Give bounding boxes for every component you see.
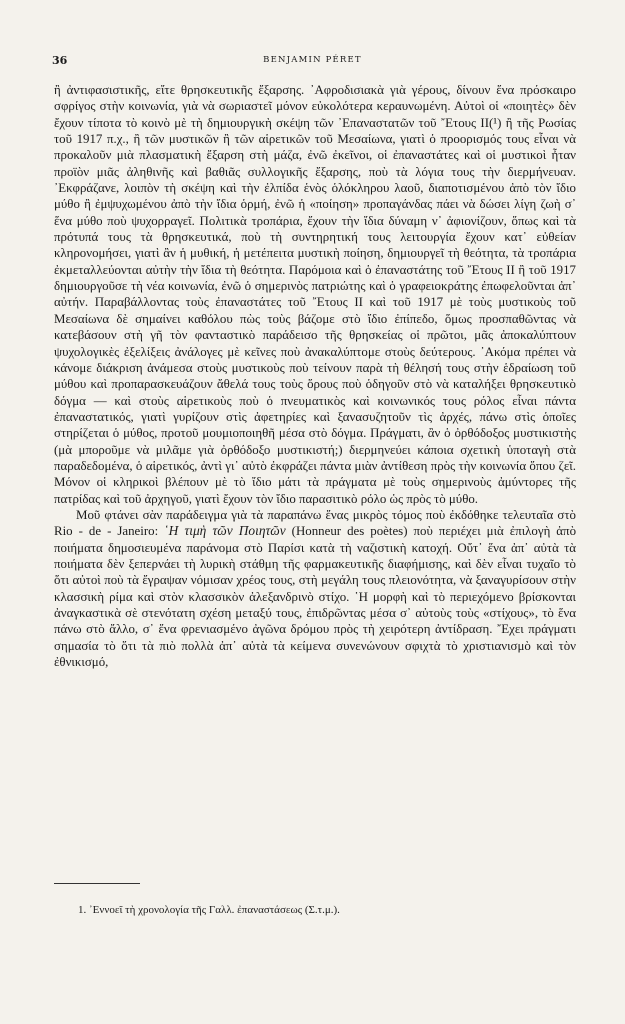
footnote-divider — [54, 883, 140, 884]
running-head: BENJAMIN PÉRET — [263, 55, 362, 65]
paragraph: ἢ ἀντιφασιστικῆς, εἴτε θρησκευτικῆς ἔξαρσης. ᾿Αφροδισιακὰ γιὰ γέρους, δίνουν ἕνα πρόσκαιρο σφρίγος στὴν κοινωνία, γιὰ νὰ σωριαστεῖ μόνον εὐκολότερα κεραυνωμένη. Αὐτοὶ οἱ «ποιητὲς» δὲν ἔχουν τίποτα τὸ κοινὸ μὲ τὴ δημιουργικὴ σκέψη τῶν ᾿Επαναστατῶν τοῦ ῎Ετους ΙΙ(¹) ἢ τῆς Ρωσίας τοῦ 1917 π.χ., ἢ τῶν μυστικῶν ἢ τῶν αἱρετικῶν τοῦ Μεσαίωνα, γιατὶ ὁ προορισμός τους εἶναι νὰ προκαλοῦν μιὰ πλασματικὴ ἔξαρση στὴ μάζα, ἐνῶ ἐκεῖνοι, οἱ ἐπαναστάτες καὶ οἱ μυστικοὶ ἦταν προϊὸν μιᾶς ἀληθινῆς καὶ βαθιᾶς συλλογικῆς ἔξαρσης, ποὺ τὰ λόγια τους τὴν διερμήνευαν. ᾿Εκφράζανε, λοιπὸν τὴ σκέψη καὶ τὴν ἐλπίδα ἑνὸς ὁλόκληρου λαοῦ, διαποτισμένου ἀπὸ τὸν ἴδιο μύθο ἢ ἐμψυχωμένου ἀπὸ τὴν ἴδια ὁρμή, ἐνῶ ἡ «ποίηση» προπαγάνδας πάει νὰ δώσει λίγη ζωὴ σ᾿ ἕνα μύθο ποὺ ψυχορραγεῖ. Πολιτικὰ τροπάρια, ἔχουν τὴν ἴδια δύναμη ν᾿ ἀφιονίζουν, ὅπως καὶ τὰ πρότυπά τους τὰ θρησκευτικά, ποὺ τὴ συντηρητική τους λειτουργία ἔχουν κατ᾿ εὐθείαν κληρονομήσει, γιατὶ ἂν ἡ μυθική, ἡ μετέπειτα μυστικὴ ποίηση, δημιουργεῖ τὴ θεότητα, τὰ τροπάρια ἐκμεταλλεύονται αὐτὴν τὴν ἴδια τὴ θεότητα. Παρόμοια καὶ ὁ ἐπαναστάτης τοῦ ῎Ετους ΙΙ ἢ τοῦ 1917 δημιουργοῦσε τὴ νέα κοινωνία, ἐνῶ ὁ σημερινὸς πατριώτης καὶ ὁ γραφειοκράτης ἐπωφελοῦνται ἀπ᾿ αὐτήν. Παραβάλλοντας τοὺς ἐπαναστάτες τοῦ ῎Ετους ΙΙ καὶ τοῦ 1917 μὲ τοὺς μυστικοὺς τοῦ Μεσαίωνα δὲ σημαίνει καθόλου πὼς τοὺς βάζομε στὸ ἴδιο ἐπίπεδο, ὅμως προσπαθῶντας νὰ κατεβάσουν στὴ γῆ τὸν φανταστικὸ παράδεισο τῆς θρησκείας οἱ πρῶτοι, μᾶς ἀποκαλύπτουν ψυχολογικὲς ἐξελίξεις ἀνάλογες μὲ κεῖνες ποὺ ἀνακαλύπτομε στοὺς δεύτερους. ᾿Ακόμα πρέπει νὰ κάνομε διάκριση ἀνάμεσα στοὺς μυστικοὺς ποὺ τείνουν παρὰ τὴ θέλησή τους στὴν ἑδραίωση τοῦ μύθου καὶ προπαρασκευάζουν ἄθελά τους τοὺς ὅρους ποὺ ὁδηγοῦν στὸ νὰ καταλήξει θρησκευτικὸ δόγμα — καὶ στοὺς αἱρετικοὺς ποὺ ὁ πνευματικὸς καὶ κοινωνικός τους ρόλος εἶναι πάντα ἐπαναστατικός, γιατὶ γυρίζουν στὶς ἀφετηρίες καὶ ξανασυζητοῦν τὶς ἀρχές, πάνω στὶς ὁποῖες στηρίζεται ὁ μύθος, προτοῦ μουμιοποιηθῆ μέσα στὸ δόγμα. Πράγματι, ἂν ὁ ὀρθόδοξος μυστικιστὴς (μὰ μποροῦμε νὰ μιλᾶμε γιὰ ὀρθόδοξο μυστικιστή;) διερμηνεύει κάποια σχετικὴ ὑποταγὴ στὰ παραδεδομένα, ὁ αἱρετικός, ἀντὶ γι᾿ αὐτὸ ἐκφράζει πάντα μιὰν ἀντίθεση πρὸς τὴν κοινωνία ὅπου ζεῖ. Μόνον οἱ κληρικοὶ βλέπουν μὲ τὸ ἴδιο μάτι τὰ πράγματα μὲ τοὺς σημερινοὺς ἀμύντορες τῆς πατρίδας καὶ τοῦ ἀρχηγοῦ, γιατὶ ἔχουν τὸν ἴδιο παρασιτικὸ ρόλο ὡς πρὸς τὸ μύθο. — [54, 83, 576, 506]
body-text — [54, 82, 576, 670]
paragraph-text: Μοῦ φτάνει σὰν παράδειγμα γιὰ τὰ παραπάνω ἕνας μικρὸς τόμος ποὺ ἐκδόθηκε τελευταῖα στὸ Rio - de - Janeiro: — [54, 507, 576, 539]
footnote: 1. ᾿Εννοεῖ τὴ χρονολογία τῆς Γαλλ. ἐπαναστάσεως (Σ.τ.μ.). — [78, 904, 340, 916]
page-header — [52, 54, 573, 70]
paragraph — [54, 507, 576, 670]
paragraph-text: (Honneur des poètes) ποὺ περιέχει μιὰ ἐπιλογὴ ἀπὸ ποιήματα δημοσιευμένα παράνομα στὸ Παρίσι κατὰ τὴ ναζιστικὴ κατοχή. Οὔτ᾿ ἕνα ἀπ᾿ αὐτὰ τὰ ποιήματα δὲν ξεπερνάει τὴ λυρικὴ στάθμη τῆς φαρμακευτικῆς διαφήμισης, καὶ δὲν εἶναι τυχαῖο τὸ ὅτι αὐτοὶ ποὺ τὰ ἔγραψαν νόμισαν χρέος τους, στὴ μεγάλη τους πλειονότητα, νὰ ξαναγυρίσουν στὴν κλασσικὴ ρίμα καὶ στὸν κλασσικὸν ἀλεξανδρινὸ στίχο. ῾Η μορφὴ καὶ τὸ περιεχόμενο βρίσκονται ἀναγκαστικὰ σὲ στενότατη σχέση μεταξύ τους, ἐπιδρῶντας μέσα σ᾿ αὐτοὺς τοὺς «στίχους», τὸ ἕνα πάνω στὸ ἄλλο, σ᾿ ἕνα φρενιασμένο ἀγῶνα δρόμου πρὸς τὴ χειρότερη ἀντίδραση. ῎Εχει πράγματι σημασία τὸ ὅτι τὰ πιὸ πολλὰ ἀπ᾿ αὐτὰ τὰ κείμενα συνενώνουν σφιχτὰ τὸ χριστιανισμὸ καὶ τὸν ἐθνικισμό, — [54, 524, 577, 670]
page-number: 36 — [52, 54, 68, 67]
book-title: ῾Η τιμὴ τῶν Ποιητῶν — [164, 523, 286, 539]
